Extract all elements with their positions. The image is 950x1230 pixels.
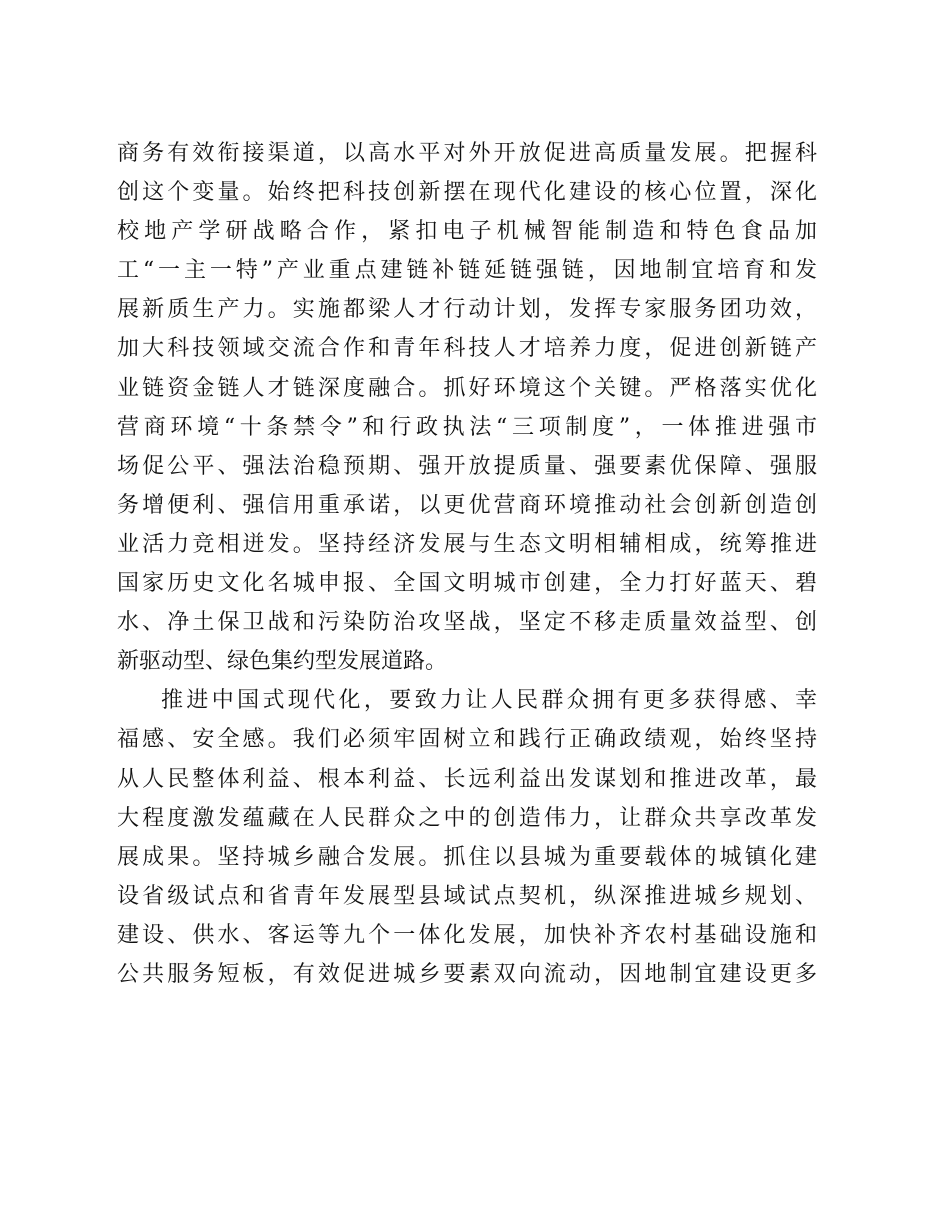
- paragraph-1: [117, 134, 817, 681]
- text-line: 大程度激发蕴藏在人民群众之中的创造伟力，让群众共享改革发: [117, 805, 817, 831]
- text-line: 业活力竞相迸发。坚持经济发展与生态文明相辅相成，统筹推进: [117, 531, 817, 557]
- text-line: 校地产学研战略合作，紧扣电子机械智能制造和特色食品加: [117, 219, 817, 245]
- text-line: 展成果。坚持城乡融合发展。抓住以县城为重要载体的城镇化建: [117, 844, 817, 870]
- text-line: 水、净土保卫战和污染防治攻坚战，坚定不移走质量效益型、创: [117, 610, 817, 636]
- text-line: 商务有效衔接渠道，以高水平对外开放促进高质量发展。把握科: [117, 141, 817, 166]
- text-line: 创这个变量。始终把科技创新摆在现代化建设的核心位置，深化: [117, 180, 817, 206]
- text-line: 福感、安全感。我们必须牢固树立和践行正确政绩观，始终坚持: [117, 727, 817, 753]
- document-body: [117, 134, 817, 994]
- text-line: 场促公平、强法治稳预期、强开放提质量、强要素优保障、强服: [117, 453, 817, 479]
- text-line: 新驱动型、绿色集约型发展道路。: [117, 649, 448, 675]
- text-line: 建设、供水、客运等九个一体化发展，加快补齐农村基础设施和: [117, 922, 817, 948]
- text-line: 展新质生产力。实施都梁人才行动计划，发挥专家服务团功效，: [117, 297, 817, 323]
- text-line: 国家历史文化名城申报、全国文明城市创建，全力打好蓝天、碧: [117, 571, 817, 597]
- text-line: 业链资金链人才链深度融合。抓好环境这个关键。严格落实优化: [117, 375, 817, 401]
- text-line: 设省级试点和省青年发展型县域试点契机，纵深推进城乡规划、: [117, 883, 817, 909]
- text-line: 营商环境“十条禁令”和行政执法“三项制度”，一体推进强市: [117, 414, 817, 440]
- paragraph-2: [117, 681, 817, 994]
- text-line: 从人民整体利益、根本利益、长远利益出发谋划和推进改革，最: [117, 766, 817, 792]
- text-line: 推进中国式现代化，要致力让人民群众拥有更多获得感、幸: [161, 688, 817, 714]
- text-line: 公共服务短板，有效促进城乡要素双向流动，因地制宜建设更多: [117, 961, 817, 987]
- text-line: 工“一主一特”产业重点建链补链延链强链，因地制宜培育和发: [117, 258, 817, 284]
- text-line: 务增便利、强信用重承诺，以更优营商环境推动社会创新创造创: [117, 492, 817, 518]
- text-line: 加大科技领域交流合作和青年科技人才培养力度，促进创新链产: [117, 336, 817, 362]
